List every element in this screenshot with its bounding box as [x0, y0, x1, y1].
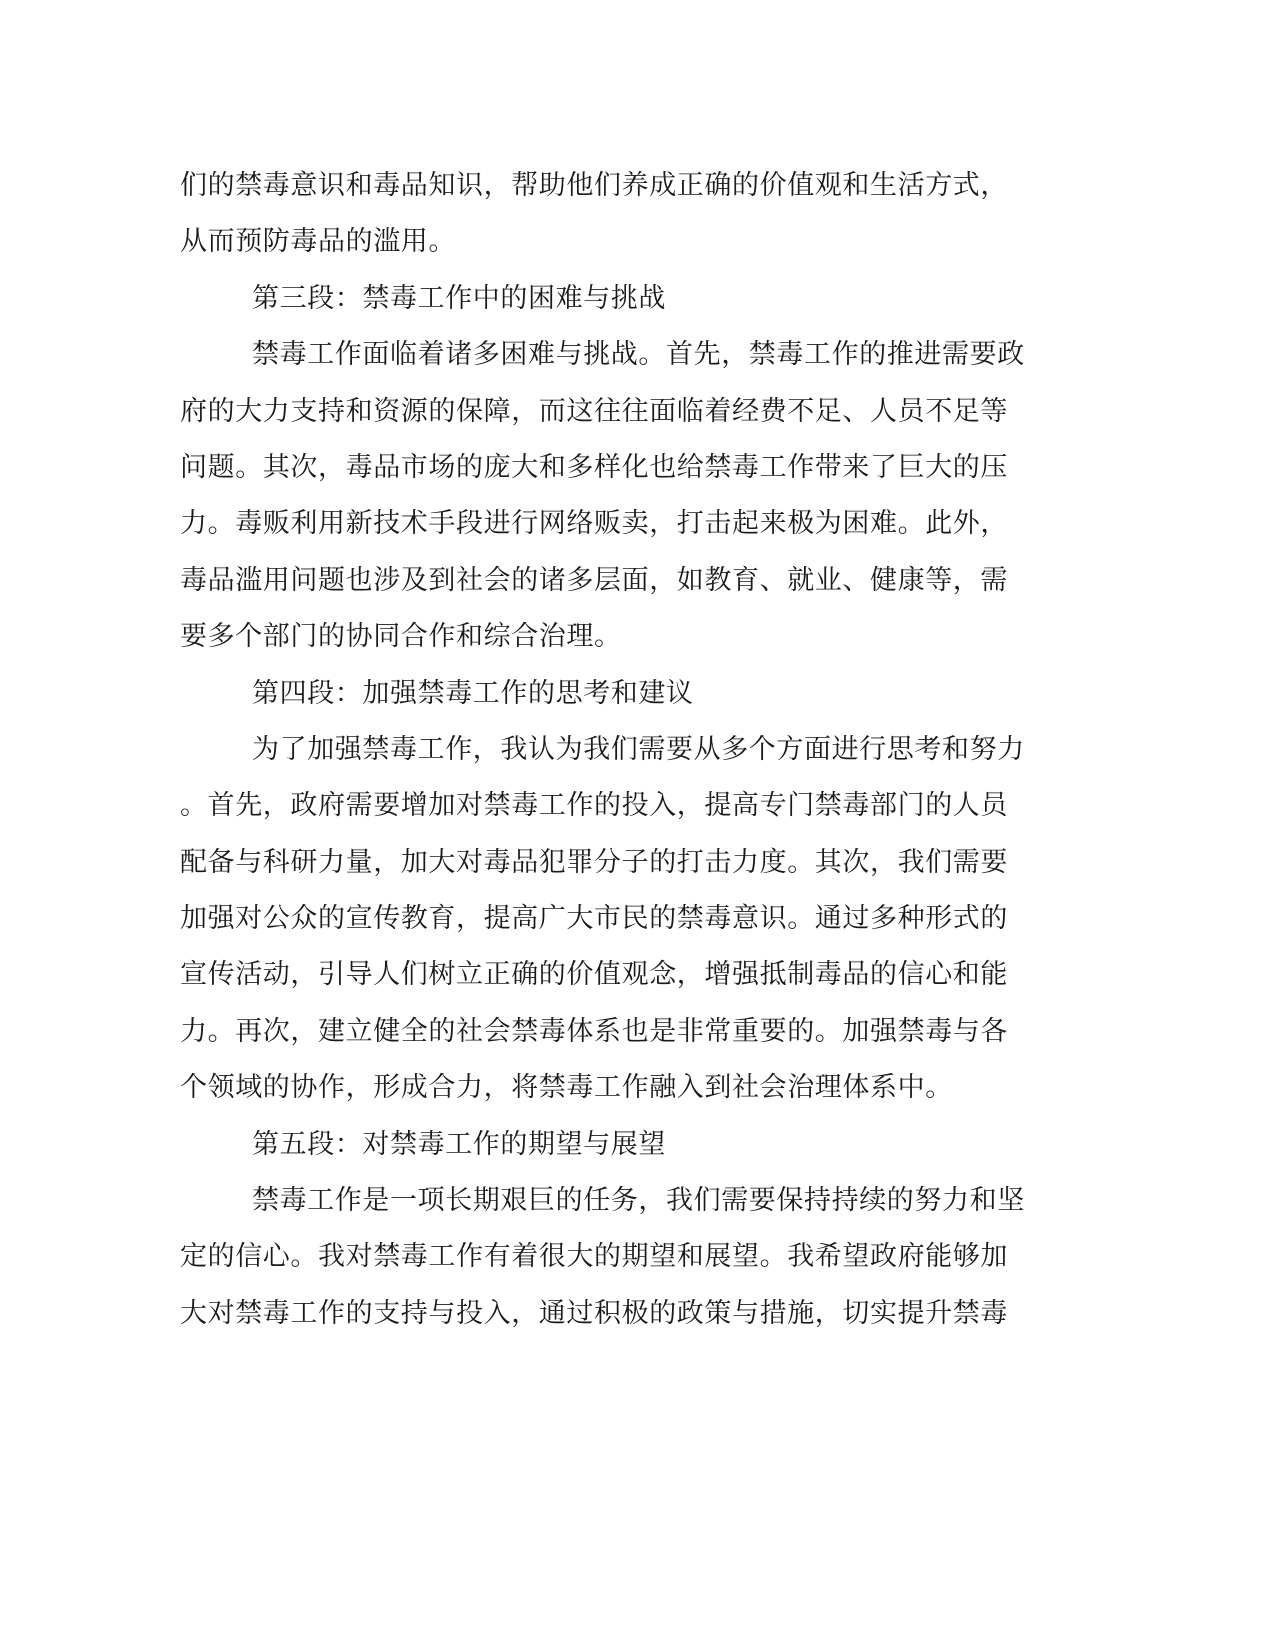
body-line: 个领域的协作，形成合力，将禁毒工作融入到社会治理体系中。	[180, 1072, 953, 1104]
body-line: 毒品滥用问题也涉及到社会的诸多层面，如教育、就业、健康等，需	[180, 564, 1008, 596]
body-line: 大对禁毒工作的支持与投入，通过积极的政策与措施，切实提升禁毒	[180, 1297, 1008, 1329]
body-line: 定的信心。我对禁毒工作有着很大的期望和展望。我希望政府能够加	[180, 1241, 1008, 1273]
body-line: 配备与科研力量，加大对毒品犯罪分子的打击力度。其次，我们需要	[180, 846, 1008, 878]
body-line: 力。再次，建立健全的社会禁毒体系也是非常重要的。加强禁毒与各	[180, 1015, 1008, 1047]
body-line: 问题。其次，毒品市场的庞大和多样化也给禁毒工作带来了巨大的压	[180, 451, 1008, 483]
body-line: 。首先，政府需要增加对禁毒工作的投入，提高专门禁毒部门的人员	[180, 790, 1008, 822]
body-line: 要多个部门的协同合作和综合治理。	[180, 621, 622, 653]
section-heading-5: 第五段：对禁毒工作的期望与展望	[252, 1128, 666, 1160]
body-line: 加强对公众的宣传教育，提高广大市民的禁毒意识。通过多种形式的	[180, 903, 1008, 935]
body-line: 们的禁毒意识和毒品知识，帮助他们养成正确的价值观和生活方式，	[180, 170, 1008, 201]
section-heading-3: 第三段：禁毒工作中的困难与挑战	[252, 282, 666, 314]
body-line: 宣传活动，引导人们树立正确的价值观念，增强抵制毒品的信心和能	[180, 959, 1008, 991]
body-line: 禁毒工作面临着诸多困难与挑战。首先，禁毒工作的推进需要政	[252, 339, 1025, 371]
body-line: 为了加强禁毒工作，我认为我们需要从多个方面进行思考和努力	[252, 733, 1025, 765]
body-line: 禁毒工作是一项长期艰巨的任务，我们需要保持持续的努力和坚	[252, 1185, 1025, 1217]
body-line: 从而预防毒品的滥用。	[180, 226, 456, 258]
document-body	[180, 158, 1040, 1342]
body-line: 府的大力支持和资源的保障，而这往往面临着经费不足、人员不足等	[180, 395, 1008, 427]
body-line: 力。毒贩利用新技术手段进行网络贩卖，打击起来极为困难。此外，	[180, 508, 1008, 540]
section-heading-4: 第四段：加强禁毒工作的思考和建议	[252, 677, 694, 709]
